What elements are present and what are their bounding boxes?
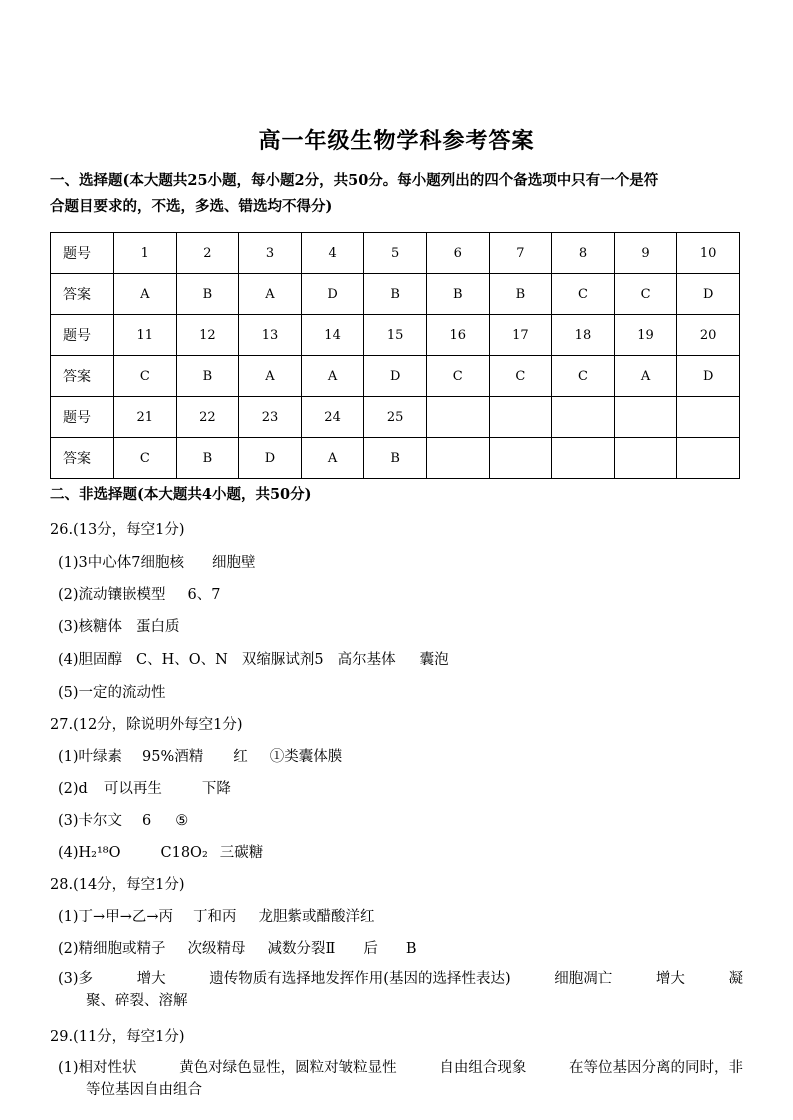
- answer-label: 答案: [51, 438, 114, 479]
- answer-text: 可以再生: [103, 781, 162, 797]
- answer-text: 6: [142, 813, 152, 829]
- q28-line2: [58, 937, 748, 958]
- answer-text: 等位基因自由组合: [86, 1082, 202, 1098]
- answer-text: (2)精细胞或精子: [58, 941, 166, 957]
- q28-line1: [58, 905, 748, 926]
- answer-cell: [426, 438, 489, 479]
- answer-text: (1)3中心体7细胞核: [58, 555, 184, 571]
- answer-cell: [614, 438, 677, 479]
- question-number-cell: 10: [677, 233, 740, 274]
- section1-line2: 合题目要求的，不选，多选、错选均不得分): [50, 198, 333, 215]
- answer-text: 增大: [136, 971, 166, 987]
- answer-table: [50, 232, 740, 479]
- answer-cell: C: [114, 438, 177, 479]
- answer-cell: D: [677, 274, 740, 315]
- answer-text: 减数分裂Ⅱ: [267, 941, 336, 957]
- answer-text: 黄色对绿色显性，圆粒对皱粒显性: [179, 1060, 397, 1076]
- answer-cell: C: [114, 356, 177, 397]
- answer-text: 自由组合现象: [439, 1060, 527, 1076]
- question-number-cell: 24: [301, 397, 364, 438]
- answer-text: 遗传物质有选择地发挥作用(基因的选择性表达): [209, 971, 511, 987]
- answer-label: 答案: [51, 356, 114, 397]
- answer-cell: D: [239, 438, 302, 479]
- question-number-cell: [489, 397, 552, 438]
- q27-line2: [58, 777, 748, 798]
- question-number-cell: 20: [677, 315, 740, 356]
- question-number-label: 题号: [51, 233, 114, 274]
- answer-text: 丁和丙: [193, 909, 237, 925]
- q26-line2: [58, 583, 748, 604]
- question-number-cell: 6: [426, 233, 489, 274]
- answer-text: ①类囊体膜: [269, 749, 343, 765]
- answer-text: B: [405, 941, 417, 957]
- question-number-label: 题号: [51, 397, 114, 438]
- answer-text: (3)核糖体: [58, 619, 123, 635]
- answer-text: 高尔基体: [337, 652, 396, 668]
- section1-heading: [50, 168, 750, 220]
- answer-cell: A: [114, 274, 177, 315]
- section2-heading: 二、非选择题(本大题共4小题，共50分): [50, 486, 312, 503]
- q27-line3: [58, 809, 748, 830]
- q26-header: 26.(13分，每空1分): [50, 522, 185, 538]
- answer-cell: C: [552, 274, 615, 315]
- answer-text: C、H、O、N: [136, 652, 228, 668]
- answer-cell: B: [426, 274, 489, 315]
- answer-text: 增大: [655, 971, 685, 987]
- answer-cell: B: [364, 438, 427, 479]
- question-number-cell: 13: [239, 315, 302, 356]
- q27-header: 27.(12分，除说明外每空1分): [50, 717, 243, 733]
- question-number-cell: 3: [239, 233, 302, 274]
- question-number-cell: 21: [114, 397, 177, 438]
- answer-text: ⑤: [175, 813, 189, 829]
- q26-line1: [58, 551, 748, 572]
- question-number-label: 题号: [51, 315, 114, 356]
- answer-cell: A: [239, 356, 302, 397]
- answer-cell: C: [614, 274, 677, 315]
- answer-cell: B: [176, 438, 239, 479]
- answer-text: C18O₂: [160, 845, 208, 861]
- question-number-cell: [614, 397, 677, 438]
- answer-text: 次级精母: [187, 941, 246, 957]
- answer-cell: A: [301, 438, 364, 479]
- question-number-row: [51, 397, 740, 438]
- q27-line4: [58, 841, 748, 862]
- answer-text: (2)d: [58, 781, 88, 797]
- answer-row: [51, 356, 740, 397]
- question-number-cell: 14: [301, 315, 364, 356]
- answer-text: (3)卡尔文: [58, 813, 123, 829]
- answer-cell: D: [301, 274, 364, 315]
- question-number-row: [51, 315, 740, 356]
- question-number-cell: 12: [176, 315, 239, 356]
- question-number-cell: 19: [614, 315, 677, 356]
- answer-text: 红: [233, 749, 248, 765]
- question-number-cell: 25: [364, 397, 427, 438]
- answer-text: 后: [363, 941, 378, 957]
- question-number-cell: 9: [614, 233, 677, 274]
- q29-header: 29.(11分，每空1分): [50, 1029, 185, 1045]
- answer-text: (1)叶绿素: [58, 749, 123, 765]
- answer-text: (3)多: [58, 971, 94, 987]
- q26-line5: [58, 681, 748, 702]
- section1-line1: 一、选择题(本大题共25小题，每小题2分，共50分。每小题列出的四个备选项中只有一个是符: [50, 172, 659, 189]
- answer-cell: A: [301, 356, 364, 397]
- question-number-cell: 2: [176, 233, 239, 274]
- page-title: 高一年级生物学科参考答案: [258, 128, 535, 154]
- answer-cell: D: [677, 356, 740, 397]
- answer-row: [51, 438, 740, 479]
- answer-cell: B: [489, 274, 552, 315]
- question-number-cell: 15: [364, 315, 427, 356]
- question-number-cell: 16: [426, 315, 489, 356]
- question-number-cell: 17: [489, 315, 552, 356]
- question-number-cell: [426, 397, 489, 438]
- answer-text: 细胞凋亡: [554, 971, 613, 987]
- answer-text: 6、7: [187, 587, 221, 603]
- question-number-cell: 22: [176, 397, 239, 438]
- answer-text: (5)一定的流动性: [58, 685, 166, 701]
- answer-cell: B: [364, 274, 427, 315]
- answer-cell: A: [239, 274, 302, 315]
- question-number-cell: 18: [552, 315, 615, 356]
- answer-cell: A: [614, 356, 677, 397]
- answer-cell: C: [489, 356, 552, 397]
- answer-text: 双缩脲试剂5: [241, 652, 324, 668]
- answer-cell: B: [176, 274, 239, 315]
- answer-text: 聚、碎裂、溶解: [86, 993, 188, 1009]
- answer-text: (4)H₂¹⁸O: [58, 845, 121, 861]
- answer-text: 下降: [201, 781, 231, 797]
- answer-text: 细胞壁: [212, 555, 256, 571]
- q28-header: 28.(14分，每空1分): [50, 877, 185, 893]
- question-number-cell: 4: [301, 233, 364, 274]
- answer-cell: C: [552, 356, 615, 397]
- answer-text: (1)相对性状: [58, 1060, 137, 1076]
- question-number-cell: 11: [114, 315, 177, 356]
- answer-cell: B: [176, 356, 239, 397]
- answer-text: 95%酒精: [142, 749, 204, 765]
- answer-text: 囊泡: [419, 652, 449, 668]
- answer-row: [51, 274, 740, 315]
- q26-line3: [58, 615, 748, 636]
- answer-cell: [552, 438, 615, 479]
- question-number-cell: 1: [114, 233, 177, 274]
- answer-cell: [489, 438, 552, 479]
- answer-text: 蛋白质: [136, 619, 180, 635]
- question-number-cell: 23: [239, 397, 302, 438]
- answer-cell: D: [364, 356, 427, 397]
- answer-cell: [677, 438, 740, 479]
- question-number-cell: 5: [364, 233, 427, 274]
- question-number-cell: [677, 397, 740, 438]
- answer-text: (2)流动镶嵌模型: [58, 587, 166, 603]
- q28-line3: [58, 968, 743, 1012]
- answer-text: 龙胆紫或醋酸洋红: [258, 909, 375, 925]
- answer-text: (4)胆固醇: [58, 652, 123, 668]
- q29-line1: [58, 1057, 743, 1101]
- answer-cell: C: [426, 356, 489, 397]
- answer-text: 凝: [728, 971, 743, 987]
- answer-text: 在等位基因分离的同时，非: [568, 1060, 743, 1076]
- answer-text: 三碳糖: [219, 845, 264, 861]
- q26-line4: [58, 648, 748, 669]
- question-number-cell: 8: [552, 233, 615, 274]
- q27-line1: [58, 745, 748, 766]
- question-number-cell: [552, 397, 615, 438]
- answer-text: (1)丁→甲→乙→丙: [58, 909, 173, 925]
- question-number-cell: 7: [489, 233, 552, 274]
- question-number-row: [51, 233, 740, 274]
- answer-label: 答案: [51, 274, 114, 315]
